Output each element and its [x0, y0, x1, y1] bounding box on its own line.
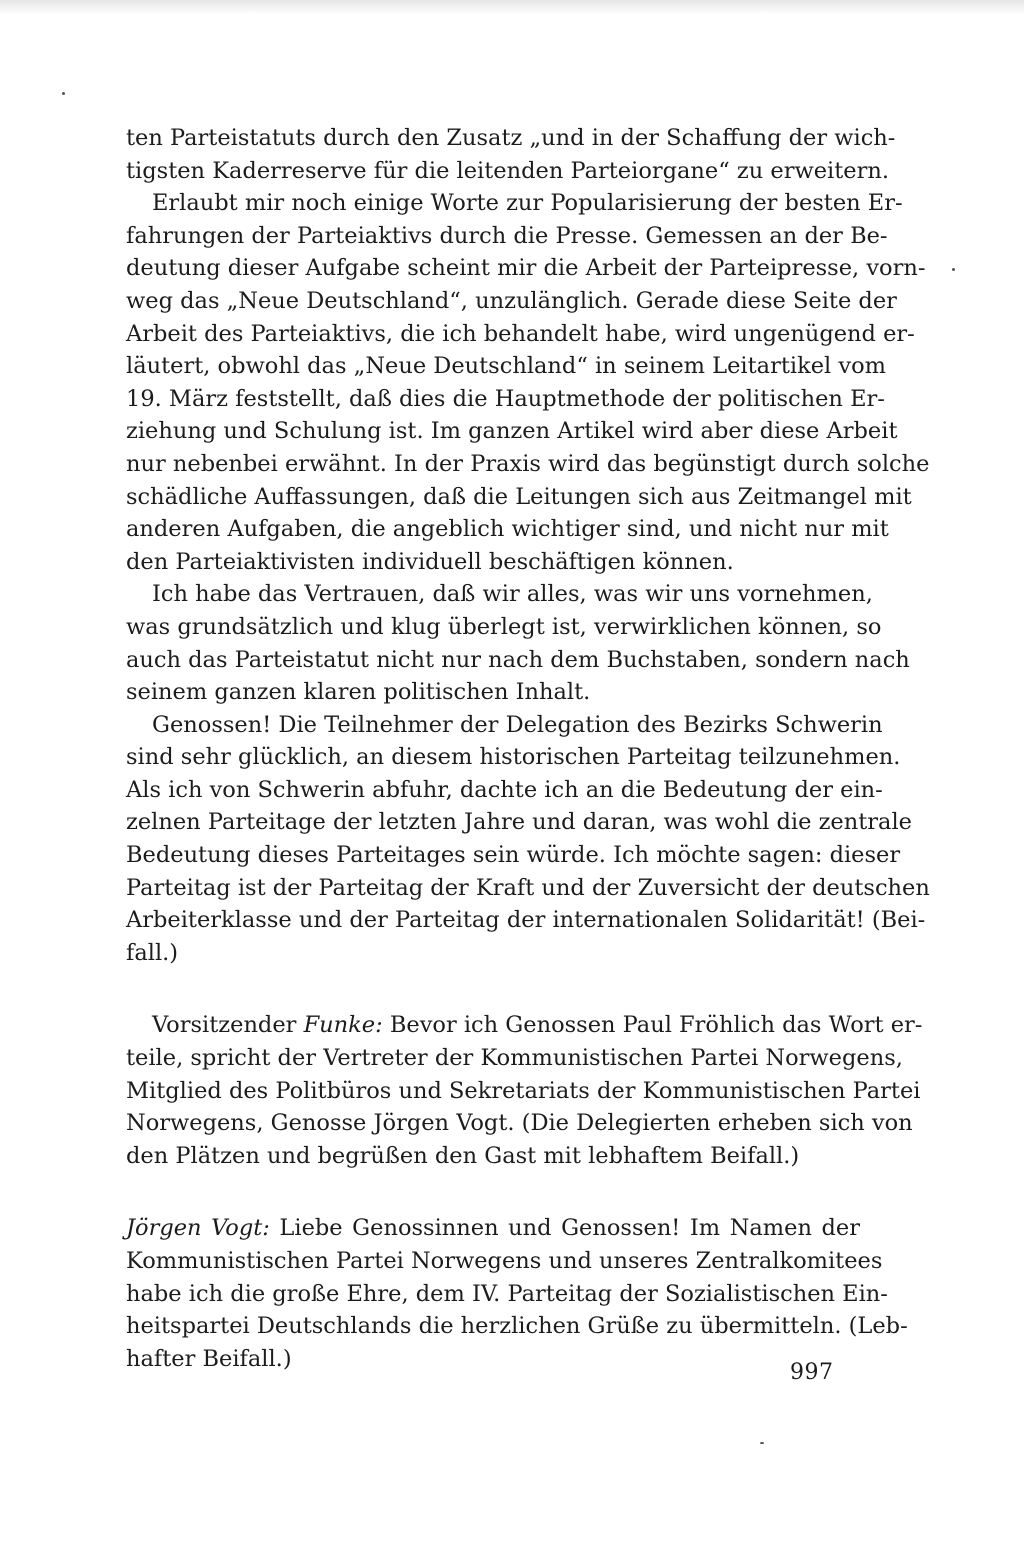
text-line: den Plätzen und begrüßen den Gast mit lebhaftem Beifall.): [126, 1142, 800, 1169]
speaker-name: Jörgen Vogt:: [126, 1215, 270, 1242]
paragraph-2: [126, 187, 930, 578]
text-line: tigsten Kaderreserve für die leitenden Parteiorgane“ zu erweitern.: [126, 157, 889, 184]
text-line: Parteitag ist der Parteitag der Kraft und der Zuversicht der deutschen: [126, 874, 930, 901]
text-line: den Parteiaktivisten individuell beschäftigen können.: [126, 548, 734, 575]
paragraph-1: [126, 122, 896, 187]
text-line: fahrungen der Parteiaktivs durch die Presse. Gemessen an der Be-: [126, 222, 888, 249]
vogt-paragraph: [126, 1212, 908, 1375]
text-line: hafter Beifall.): [126, 1345, 292, 1372]
text-line: zelnen Parteitage der letzten Jahre und daran, was wohl die zentrale: [126, 809, 912, 836]
text-line: seinem ganzen klaren politischen Inhalt.: [126, 679, 591, 706]
text-line: heitspartei Deutschlands die herzlichen Grüße zu übermitteln. (Leb-: [126, 1313, 908, 1340]
text-line: ziehung und Schulung ist. Im ganzen Artikel wird aber diese Arbeit: [126, 418, 898, 445]
text-line: was grundsätzlich und klug überlegt ist, verwirklichen können, so: [126, 613, 882, 640]
text-line: ten Parteistatuts durch den Zusatz „und in der Schaffung der wich-: [126, 125, 896, 151]
text-line: Arbeit des Parteiaktivs, die ich behandelt habe, wird ungenügend er-: [126, 320, 915, 347]
text-line: deutung dieser Aufgabe scheint mir die Arbeit der Parteipresse, vorn-: [126, 255, 926, 282]
text-line: Mitglied des Politbüros und Sekretariats der Kommunistischen Partei: [126, 1077, 921, 1104]
text-line: [126, 1212, 860, 1245]
lead-rest: Liebe Genossinnen und Genossen! Im Namen der: [269, 1215, 860, 1242]
text-line: schädliche Auffassungen, daß die Leitungen sich aus Zeitmangel mit: [126, 483, 912, 510]
text-line: Kommunistischen Partei Norwegens und unseres Zentralkomitees: [126, 1248, 883, 1274]
text-line: sind sehr glücklich, an diesem historischen Parteitag teilzunehmen.: [126, 744, 901, 771]
text-line: Norwegens, Genosse Jörgen Vogt. (Die Delegierten erheben sich von: [126, 1110, 913, 1137]
text-line: fall.): [126, 939, 179, 966]
scan-speck: [760, 1442, 764, 1444]
text-line: auch das Parteistatut nicht nur nach dem Buchstaben, sondern nach: [126, 646, 910, 673]
lead-rest: Bevor ich Genossen Paul Fröhlich das Wort er-: [382, 1012, 923, 1039]
scan-speck: [62, 92, 65, 95]
paragraph-4: [126, 709, 930, 970]
text-line: Bedeutung dieses Parteitages sein würde. Ich möchte sagen: dieser: [126, 842, 901, 869]
text-line: anderen Aufgaben, die angeblich wichtiger sind, und nicht nur mit: [126, 516, 889, 543]
scan-speck: [952, 268, 955, 271]
text-line: Erlaubt mir noch einige Worte zur Popularisierung der besten Er-: [152, 190, 903, 217]
chair-paragraph: [126, 1009, 923, 1172]
body-text: [126, 122, 930, 1375]
section-gap: [126, 969, 860, 1009]
text-line: Als ich von Schwerin abfuhr, dachte ich an die Bedeutung der ein-: [126, 776, 883, 803]
text-line: Ich habe das Vertrauen, daß wir alles, was wir uns vornehmen,: [152, 581, 873, 608]
text-line: habe ich die große Ehre, dem IV. Parteitag der Sozialistischen Ein-: [126, 1280, 888, 1307]
speaker-name: Funke:: [303, 1012, 383, 1039]
page-number: 997: [790, 1360, 834, 1385]
text-line: teile, spricht der Vertreter der Kommunistischen Partei Norwegens,: [126, 1045, 903, 1072]
paragraph-3: [126, 578, 910, 708]
text-line: Arbeiterklasse und der Parteitag der internationalen Solidarität! (Bei-: [126, 907, 926, 934]
text-line: Genossen! Die Teilnehmer der Delegation des Bezirks Schwerin: [152, 711, 883, 738]
text-line: nur nebenbei erwähnt. In der Praxis wird das begünstigt durch solche: [126, 450, 930, 477]
text-line: läutert, obwohl das „Neue Deutschland“ in seinem Leitartikel vom: [126, 353, 886, 380]
text-line: [126, 1009, 923, 1042]
lead-text: Vorsitzender: [152, 1012, 304, 1039]
section-gap: [126, 1172, 860, 1212]
text-line: weg das „Neue Deutschland“, unzulänglich. Gerade diese Seite der: [126, 287, 897, 314]
text-line: 19. März feststellt, daß dies die Hauptmethode der politischen Er-: [126, 385, 885, 412]
scan-edge-shadow: [0, 0, 1024, 14]
